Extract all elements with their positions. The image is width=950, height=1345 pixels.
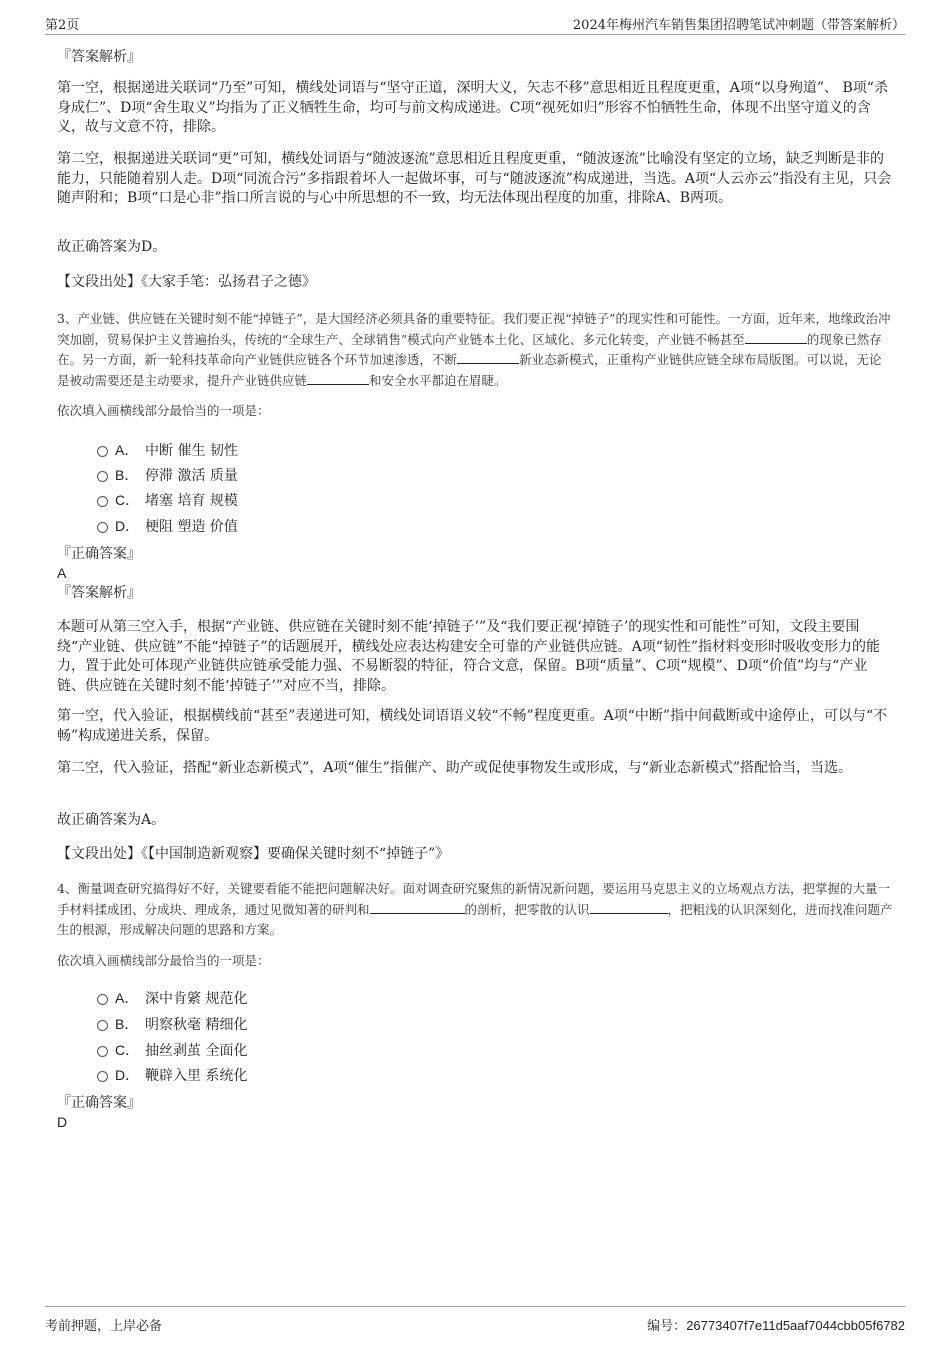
q3-analysis-p1: 本题可从第三空入手，根据“产业链、供应链在关键时刻不能‘掉链子’”及“我们要正视‘掉链子’的现实性和可能性”可知，文段主要围绕“产业链、供应链”不能“掉链子”的话题展开，横线处应表达构建安全可靠的产业链供应链。A项“韧性”指材料变形时吸收变形力的能力，置于此处可体现产业链供应链承受能力强、不易断裂的特征，符合文意，保留。B项“质量”、C项“规模”、D项“价值”均与“产业链、供应链在关键时刻不能‘掉链子’”对应不当，排除。 [57,619,881,694]
q3-option-b[interactable]: B． 停滞 激活 质量 [97,465,238,485]
q4-option-c[interactable]: C． 抽丝剥茧 全面化 [97,1040,247,1060]
q3-blank-2 [457,351,519,364]
q2-source: 【文段出处】《大家手笔：弘扬君子之德》 [57,274,316,290]
radio-icon[interactable] [97,1071,108,1082]
q3-analysis-p2: 第一空，代入验证，根据横线前“甚至”表递进可知，横线处词语语义较“不畅”程度更重。A项“中断”指中间截断或中途停止，可以与“不畅”构成递进关系，保留。 [57,708,888,744]
q2-analysis-p2: 第二空，根据递进关联词“更”可知，横线处词语与“随波逐流”意思相近且程度更重，“随波逐流”比喻没有坚定的立场，缺乏判断是非的能力，只能随着别人走。D项“同流合污”多指跟着坏人一起做坏事，可与“随波逐流”构成递进，当选。A项“人云亦云”指没有主见，只会随声附和；B项“口是心非”指口所言说的与心中所思想的不一致，均无法体现出程度的加重，排除A、B两项。 [57,151,892,206]
q4-stem-part-a: 4、衡量调查研究搞得好不好，关键要看能不能把问题解决好。面对调查研究聚焦的新情况新问题，要运用马克思主义的立场观点方法，把掌握的大量一手材料揉成团、分成块、理成条，通过见微知著的研判和 [57,881,890,917]
q3-answer: A [57,565,67,581]
q3-prompt: 依次填入画横线部分最恰当的一项是： [57,403,270,418]
q4-prompt: 依次填入画横线部分最恰当的一项是： [57,953,270,968]
q3-analysis-label: 『答案解析』 [57,585,141,601]
q2-analysis-label: 『答案解析』 [57,49,141,65]
q4-option-a[interactable]: A． 深中肯綮 规范化 [97,988,247,1008]
radio-icon[interactable] [97,522,108,533]
radio-icon[interactable] [97,471,108,482]
q3-stem [57,309,893,391]
q3-source: 【文段出处】《【中国制造新观察】要确保关键时刻不“掉链子”》 [57,846,450,862]
radio-icon[interactable] [97,1046,108,1057]
q4-correct-label: 『正确答案』 [57,1095,141,1111]
q4-blank-2 [590,901,668,914]
q3-option-c[interactable]: C． 堵塞 培育 规模 [97,490,238,510]
q4-stem-part-c: ，把粗浅的认识深刻化，进而找准问题产生的根源，形成解决问题的思路和方案。 [57,901,893,937]
q2-analysis-p1: 第一空，根据递进关联词“乃至”可知，横线处词语与“坚守正道，深明大义，矢志不移”意思相近且程度更重，A项“以身殉道”、 B项“杀身成仁”、D项“舍生取义”均指为了正义牺牲生命，均可与前文构成递进。C项“视死如归”形容不怕牺牲生命，体现不出坚守道义的含义，故与文意不符，排除。 [57,80,888,135]
q3-stem-part-b: 的现象已然存在。另一方面，新一轮科技革命向产业链供应链各个环节加速渗透，不断 [57,331,882,367]
q3-option-d[interactable]: D． 梗阻 塑造 价值 [97,516,238,536]
q3-stem-part-d: 和安全水平都迫在眉睫。 [369,372,507,388]
q3-blank-3 [307,372,369,385]
q3-blank-1 [745,331,807,344]
q3-correct-label: 『正确答案』 [57,546,141,562]
q3-stem-part-a: 3、产业链、供应链在关键时刻不能“掉链子”，是大国经济必须具备的重要特征。我们要正视“掉链子”的现实性和可能性。一方面，近年来，地缘政治冲突加剧，贸易保护主义普遍抬头，传统的“全球生产、全球销售”模式向产业链本土化、区域化、多元化转变，产业链不畅甚至 [57,311,891,347]
q3-option-a[interactable]: A． 中断 催生 韧性 [97,440,238,460]
q3-analysis-p4: 故正确答案为A。 [57,812,166,828]
q4-stem-part-b: 的剖析，把零散的认识 [464,901,590,917]
q4-blank-1 [370,901,465,914]
q2-analysis-p3: 故正确答案为D。 [57,239,167,255]
radio-icon[interactable] [97,994,108,1005]
q4-option-d[interactable]: D． 鞭辟入里 系统化 [97,1065,247,1085]
document-code: 编号：26773407f7e11d5aaf7044cbb05f6782 [647,1318,905,1333]
radio-icon[interactable] [97,1020,108,1031]
page-footer [45,1306,905,1333]
page-header [45,12,905,35]
document-title: 2024年梅州汽车销售集团招聘笔试冲刺题（带答案解析） [572,18,905,33]
footer-note: 考前押题，上岸必备 [45,1319,163,1334]
q4-stem [57,879,893,941]
radio-icon[interactable] [97,496,108,507]
q3-analysis-p3: 第二空，代入验证，搭配“新业态新模式”，A项“催生”指催产、助产或促使事物发生或形成，与“新业态新模式”搭配恰当，当选。 [57,760,853,776]
page-number: 第2页 [45,18,80,33]
q3-stem-part-c: 新业态新模式，正重构产业链供应链全球布局版图。可以说，无论是被动需要还是主动要求，提升产业链供应链 [57,352,882,388]
radio-icon[interactable] [97,446,108,457]
q4-answer: D [57,1114,68,1130]
q4-option-b[interactable]: B． 明察秋毫 精细化 [97,1014,247,1034]
